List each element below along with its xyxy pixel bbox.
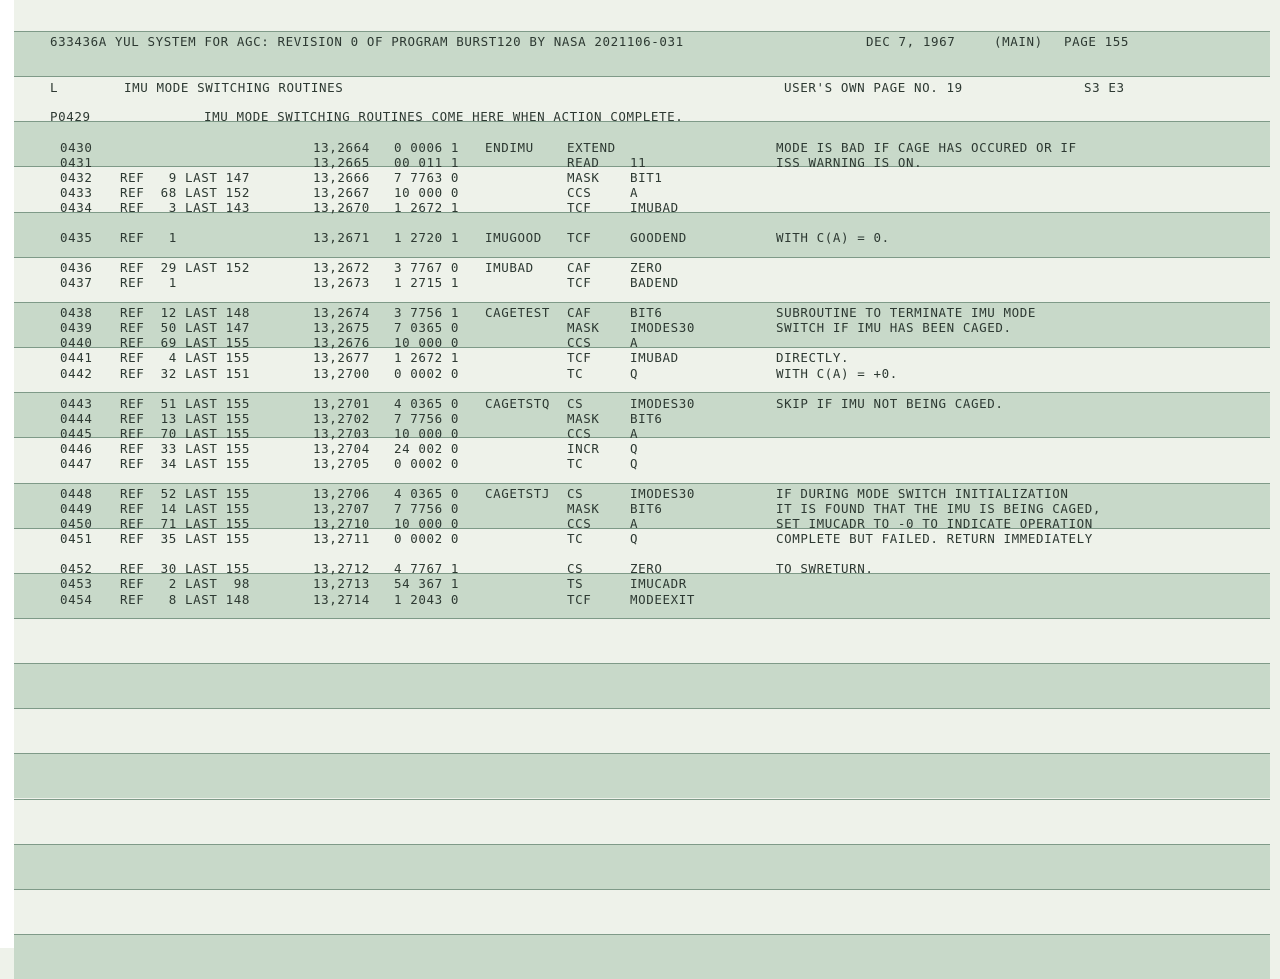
band-rule — [14, 799, 1270, 800]
octal-word: 4 0365 0 — [394, 396, 460, 411]
operand: BIT6 — [630, 501, 663, 516]
ref-info: REF 14 LAST 155 — [120, 501, 251, 516]
line-number: 0436 — [60, 260, 93, 275]
band-rule — [14, 889, 1270, 890]
octal-word: 7 0365 0 — [394, 320, 460, 335]
paper-band — [14, 663, 1270, 708]
address: 13,2673 — [313, 275, 370, 290]
operand: Q — [630, 366, 639, 381]
band-rule — [14, 257, 1270, 258]
opcode: CS — [567, 561, 584, 576]
band-rule — [14, 302, 1270, 303]
line-number: 0454 — [60, 592, 93, 607]
paper-left-margin — [0, 0, 14, 948]
operand: IMUBAD — [630, 350, 679, 365]
line-number: 0432 — [60, 170, 93, 185]
comment: MODE IS BAD IF CAGE HAS OCCURED OR IF — [776, 140, 1077, 155]
opcode: CS — [567, 486, 584, 501]
ref-info: REF 1 — [120, 230, 177, 245]
operand: 11 — [630, 155, 647, 170]
comment: IT IS FOUND THAT THE IMU IS BEING CAGED, — [776, 501, 1102, 516]
operand: ZERO — [630, 561, 663, 576]
operand: Q — [630, 531, 639, 546]
address: 13,2664 — [313, 140, 370, 155]
comment: COMPLETE BUT FAILED. RETURN IMMEDIATELY — [776, 531, 1093, 546]
sheet-code: S3 E3 — [1084, 80, 1125, 95]
paper-band — [14, 708, 1270, 753]
comment: WITH C(A) = 0. — [776, 230, 890, 245]
address: 13,2705 — [313, 456, 370, 471]
comment: TO SWRETURN. — [776, 561, 874, 576]
opcode: TCF — [567, 592, 592, 607]
octal-word: 00 011 1 — [394, 155, 460, 170]
comment: IF DURING MODE SWITCH INITIALIZATION — [776, 486, 1069, 501]
line-number: 0443 — [60, 396, 93, 411]
opcode: CAF — [567, 260, 592, 275]
operand: Q — [630, 441, 639, 456]
line-number: 0431 — [60, 155, 93, 170]
address: 13,2667 — [313, 185, 370, 200]
comment: SWITCH IF IMU HAS BEEN CAGED. — [776, 320, 1012, 335]
line-number: 0449 — [60, 501, 93, 516]
label: CAGETSTJ — [485, 486, 551, 501]
page-number: PAGE 155 — [1064, 34, 1130, 49]
octal-word: 1 2043 0 — [394, 592, 460, 607]
octal-word: 10 000 0 — [394, 426, 460, 441]
octal-word: 0 0006 1 — [394, 140, 460, 155]
octal-word: 3 7756 1 — [394, 305, 460, 320]
ref-info: REF 2 LAST 98 — [120, 576, 251, 591]
band-rule — [14, 31, 1270, 32]
address: 13,2712 — [313, 561, 370, 576]
operand: IMODES30 — [630, 320, 696, 335]
octal-word: 4 0365 0 — [394, 486, 460, 501]
operand: GOODEND — [630, 230, 687, 245]
operand: BADEND — [630, 275, 679, 290]
line-number: 0430 — [60, 140, 93, 155]
comment-line-number: P0429 — [50, 109, 91, 124]
octal-word: 24 002 0 — [394, 441, 460, 456]
ref-info: REF 34 LAST 155 — [120, 456, 251, 471]
band-rule — [14, 934, 1270, 935]
address: 13,2713 — [313, 576, 370, 591]
octal-word: 1 2672 1 — [394, 350, 460, 365]
octal-word: 0 0002 0 — [394, 456, 460, 471]
comment: SUBROUTINE TO TERMINATE IMU MODE — [776, 305, 1037, 320]
operand: IMUBAD — [630, 200, 679, 215]
operand: A — [630, 185, 639, 200]
ref-info: REF 30 LAST 155 — [120, 561, 251, 576]
paper-band — [14, 934, 1270, 979]
label: CAGETEST — [485, 305, 551, 320]
opcode: TC — [567, 531, 584, 546]
operand: A — [630, 516, 639, 531]
operand: IMODES30 — [630, 396, 696, 411]
line-number: 0452 — [60, 561, 93, 576]
address: 13,2704 — [313, 441, 370, 456]
line-number: 0445 — [60, 426, 93, 441]
listing-type: L — [50, 80, 59, 95]
octal-word: 7 7756 0 — [394, 501, 460, 516]
band-rule — [14, 844, 1270, 845]
paper-band — [14, 799, 1270, 844]
operand: BIT1 — [630, 170, 663, 185]
line-number: 0439 — [60, 320, 93, 335]
opcode: INCR — [567, 441, 600, 456]
address: 13,2672 — [313, 260, 370, 275]
band-rule — [14, 392, 1270, 393]
line-number: 0453 — [60, 576, 93, 591]
ref-info: REF 50 LAST 147 — [120, 320, 251, 335]
operand: ZERO — [630, 260, 663, 275]
opcode: READ — [567, 155, 600, 170]
paper-band — [14, 618, 1270, 663]
ref-info: REF 9 LAST 147 — [120, 170, 251, 185]
address: 13,2670 — [313, 200, 370, 215]
ref-info: REF 35 LAST 155 — [120, 531, 251, 546]
octal-word: 10 000 0 — [394, 516, 460, 531]
line-number: 0448 — [60, 486, 93, 501]
opcode: CCS — [567, 335, 592, 350]
line-number: 0437 — [60, 275, 93, 290]
ref-info: REF 29 LAST 152 — [120, 260, 251, 275]
address: 13,2675 — [313, 320, 370, 335]
opcode: TC — [567, 456, 584, 471]
opcode: CS — [567, 396, 584, 411]
operand: BIT6 — [630, 411, 663, 426]
octal-word: 3 7767 0 — [394, 260, 460, 275]
line-number: 0434 — [60, 200, 93, 215]
ref-info: REF 70 LAST 155 — [120, 426, 251, 441]
line-number: 0441 — [60, 350, 93, 365]
address: 13,2710 — [313, 516, 370, 531]
address: 13,2676 — [313, 335, 370, 350]
section-title: IMU MODE SWITCHING ROUTINES — [124, 80, 344, 95]
line-number: 0440 — [60, 335, 93, 350]
octal-word: 54 367 1 — [394, 576, 460, 591]
operand: MODEEXIT — [630, 592, 696, 607]
opcode: MASK — [567, 501, 600, 516]
ref-info: REF 71 LAST 155 — [120, 516, 251, 531]
opcode: TCF — [567, 230, 592, 245]
octal-word: 1 2715 1 — [394, 275, 460, 290]
band-rule — [14, 483, 1270, 484]
ref-info: REF 68 LAST 152 — [120, 185, 251, 200]
octal-word: 10 000 0 — [394, 185, 460, 200]
ref-info: REF 12 LAST 148 — [120, 305, 251, 320]
ref-info: REF 1 — [120, 275, 177, 290]
label: IMUBAD — [485, 260, 534, 275]
line-number: 0450 — [60, 516, 93, 531]
paper-band — [14, 889, 1270, 934]
address: 13,2714 — [313, 592, 370, 607]
line-number: 0444 — [60, 411, 93, 426]
label: ENDIMU — [485, 140, 534, 155]
octal-word: 1 2672 1 — [394, 200, 460, 215]
opcode: TCF — [567, 200, 592, 215]
octal-word: 10 000 0 — [394, 335, 460, 350]
line-number: 0446 — [60, 441, 93, 456]
opcode: TCF — [567, 350, 592, 365]
octal-word: 0 0002 0 — [394, 531, 460, 546]
comment: DIRECTLY. — [776, 350, 850, 365]
octal-word: 0 0002 0 — [394, 366, 460, 381]
program-header: 633436A YUL SYSTEM FOR AGC: REVISION 0 OF PROGRAM BURST120 BY NASA 2021106-031 — [50, 34, 684, 49]
opcode: CAF — [567, 305, 592, 320]
address: 13,2666 — [313, 170, 370, 185]
band-rule — [14, 708, 1270, 709]
address: 13,2702 — [313, 411, 370, 426]
opcode: MASK — [567, 320, 600, 335]
opcode: TCF — [567, 275, 592, 290]
address: 13,2674 — [313, 305, 370, 320]
band-rule — [14, 618, 1270, 619]
ref-info: REF 3 LAST 143 — [120, 200, 251, 215]
paper-band — [14, 753, 1270, 798]
operand: A — [630, 335, 639, 350]
address: 13,2671 — [313, 230, 370, 245]
ref-info: REF 51 LAST 155 — [120, 396, 251, 411]
line-number: 0438 — [60, 305, 93, 320]
ref-info: REF 69 LAST 155 — [120, 335, 251, 350]
operand: Q — [630, 456, 639, 471]
octal-word: 4 7767 1 — [394, 561, 460, 576]
opcode: MASK — [567, 411, 600, 426]
address: 13,2700 — [313, 366, 370, 381]
address: 13,2701 — [313, 396, 370, 411]
band-rule — [14, 76, 1270, 77]
opcode: TC — [567, 366, 584, 381]
label: CAGETSTQ — [485, 396, 551, 411]
user-page-number: USER'S OWN PAGE NO. 19 — [784, 80, 963, 95]
line-number: 0447 — [60, 456, 93, 471]
comment: ISS WARNING IS ON. — [776, 155, 923, 170]
ref-info: REF 52 LAST 155 — [120, 486, 251, 501]
comment: WITH C(A) = +0. — [776, 366, 898, 381]
ref-info: REF 32 LAST 151 — [120, 366, 251, 381]
operand: BIT6 — [630, 305, 663, 320]
listing-section: (MAIN) — [994, 34, 1043, 49]
octal-word: 7 7763 0 — [394, 170, 460, 185]
opcode: CCS — [567, 426, 592, 441]
label: IMUGOOD — [485, 230, 542, 245]
comment: SET IMUCADR TO -0 TO INDICATE OPERATION — [776, 516, 1093, 531]
ref-info: REF 4 LAST 155 — [120, 350, 251, 365]
ref-info: REF 33 LAST 155 — [120, 441, 251, 456]
octal-word: 1 2720 1 — [394, 230, 460, 245]
address: 13,2711 — [313, 531, 370, 546]
address: 13,2703 — [313, 426, 370, 441]
opcode: CCS — [567, 516, 592, 531]
line-number: 0451 — [60, 531, 93, 546]
operand: A — [630, 426, 639, 441]
ref-info: REF 8 LAST 148 — [120, 592, 251, 607]
address: 13,2706 — [313, 486, 370, 501]
address: 13,2707 — [313, 501, 370, 516]
ref-info: REF 13 LAST 155 — [120, 411, 251, 426]
line-number: 0442 — [60, 366, 93, 381]
band-rule — [14, 753, 1270, 754]
address: 13,2665 — [313, 155, 370, 170]
opcode: CCS — [567, 185, 592, 200]
line-number: 0435 — [60, 230, 93, 245]
paper-band — [14, 844, 1270, 889]
operand: IMUCADR — [630, 576, 687, 591]
comment-line-text: IMU MODE SWITCHING ROUTINES COME HERE WHEN ACTION COMPLETE. — [204, 109, 684, 124]
listing-date: DEC 7, 1967 — [866, 34, 956, 49]
opcode: MASK — [567, 170, 600, 185]
opcode: EXTEND — [567, 140, 616, 155]
address: 13,2677 — [313, 350, 370, 365]
comment: SKIP IF IMU NOT BEING CAGED. — [776, 396, 1004, 411]
line-number: 0433 — [60, 185, 93, 200]
octal-word: 7 7756 0 — [394, 411, 460, 426]
opcode: TS — [567, 576, 584, 591]
band-rule — [14, 663, 1270, 664]
operand: IMODES30 — [630, 486, 696, 501]
